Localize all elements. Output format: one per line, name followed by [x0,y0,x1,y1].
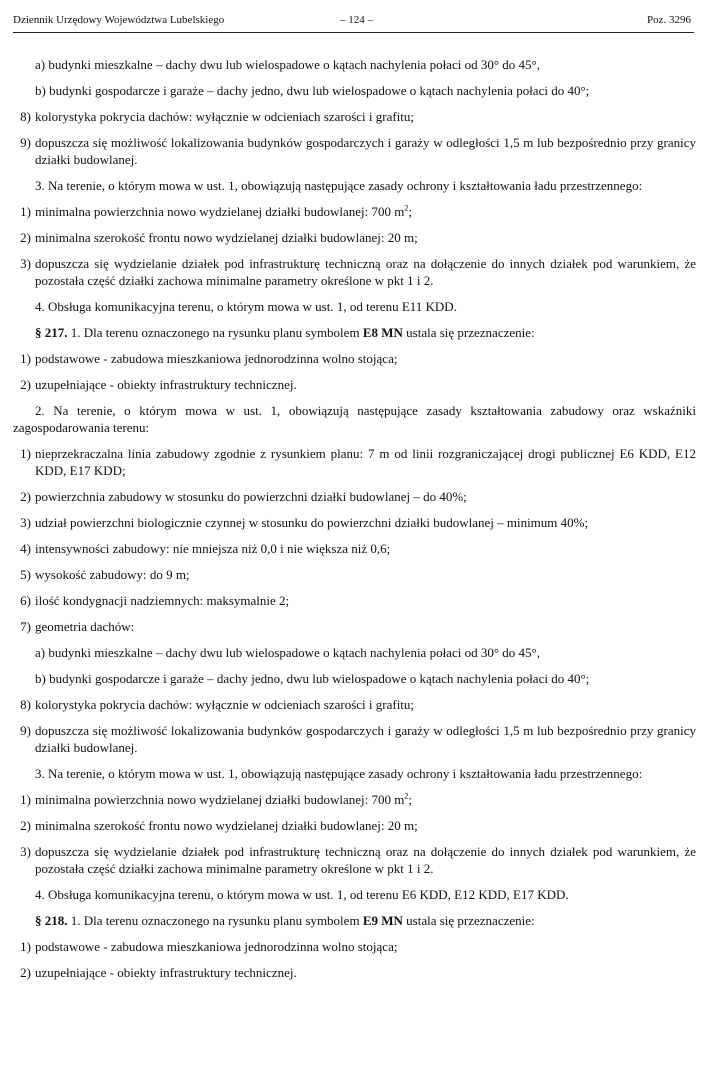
list-item: 1) minimalna powierzchnia nowo wydzielanej działki budowlanej: 700 $m^2$; [20,791,412,807]
document-body [13,56,696,990]
list-item: 2) minimalna szerokość frontu nowo wydzielanej działki budowlanej: 20 m; [20,230,418,245]
page-header [13,14,694,33]
list-item: 8) kolorystyka pokrycia dachów: wyłącznie w odcieniach szarości i grafitu; [20,109,415,124]
paragraph: 3. Na terenie, o którym mowa w ust. 1, obowiązują następujące zasady ochrony i kształtowania ładu przestrzennego: [35,766,643,781]
list-item: 9) dopuszcza się możliwość lokalizowania budynków gospodarczych i garaży w odległości 1,5 m lub bezpośrednio przy granicy działki budowlanej. [20,135,696,167]
roof-outbuilding-item: b) budynki gospodarcze i garaże – dachy jedno, dwu lub wielospadowe o kątach nachylenia połaci do 40°; [35,83,590,98]
list-item: 1) minimalna powierzchnia nowo wydzielanej działki budowlanej: 700 $m^2$; [20,203,412,219]
paragraph: 2. Na terenie, o którym mowa w ust. 1, obowiązują następujące zasady kształtowania zabudowy oraz wskaźniki zagospodarowania terenu: [13,403,696,435]
position-number: Poz. 3296 [647,14,691,26]
list-item: 3) dopuszcza się wydzielanie działek pod infrastrukturę techniczną oraz na dołączenie do innych działek pod warunkiem, że pozostała część działki zachowa minimalne parametry określone w pkt 1 i 2. [20,256,696,288]
section-218-heading: § 218. 1. Dla terenu oznaczonego na rysunku planu symbolem E9 MN ustala się przeznaczenie: [35,913,535,928]
section-217-heading: § 217. 1. Dla terenu oznaczonego na rysunku planu symbolem E8 MN ustala się przeznaczenie: [35,325,535,340]
list-item: 2) powierzchnia zabudowy w stosunku do powierzchni działki budowlanej – do 40%; [20,489,467,504]
roof-residential-item: a) budynki mieszkalne – dachy dwu lub wielospadowe o kątach nachylenia połaci od 30° do 45°, [35,645,540,660]
list-item: 3) dopuszcza się wydzielanie działek pod infrastrukturę techniczną oraz na dołączenie do innych działek pod warunkiem, że pozostała część działki zachowa minimalne parametry określone w pkt 1 i 2. [20,844,696,876]
list-item: 7) geometria dachów: [20,619,135,634]
paragraph: 4. Obsługa komunikacyjna terenu, o którym mowa w ust. 1, od terenu E11 KDD. [35,299,457,314]
roof-residential-item: a) budynki mieszkalne – dachy dwu lub wielospadowe o kątach nachylenia połaci od 30° do 45°, [35,57,540,72]
list-item: 1) nieprzekraczalna linia zabudowy zgodnie z rysunkiem planu: 7 m od linii rozgraniczającej drogi publicznej E6 KDD, E12 KDD, E17 KDD; [20,446,696,478]
list-item: 4) intensywności zabudowy: nie mniejsza niż 0,0 i nie większa niż 0,6; [20,541,391,556]
journal-title: Dziennik Urzędowy Województwa Lubelskiego [13,14,225,26]
list-item: 6) ilość kondygnacji nadziemnych: maksymalnie 2; [20,593,290,608]
list-item: 2) uzupełniające - obiekty infrastruktury technicznej. [20,965,297,980]
list-item: 5) wysokość zabudowy: do 9 m; [20,567,190,582]
page-number: – 124 – [340,14,373,26]
paragraph: 3. Na terenie, o którym mowa w ust. 1, obowiązują następujące zasady ochrony i kształtowania ładu przestrzennego: [35,178,643,193]
list-item: 2) uzupełniające - obiekty infrastruktury technicznej. [20,377,297,392]
list-item: 9) dopuszcza się możliwość lokalizowania budynków gospodarczych i garaży w odległości 1,5 m lub bezpośrednio przy granicy działki budowlanej. [20,723,696,755]
list-item: 3) udział powierzchni biologicznie czynnej w stosunku do powierzchni działki budowlanej – minimum 40%; [20,515,589,530]
list-item: 2) minimalna szerokość frontu nowo wydzielanej działki budowlanej: 20 m; [20,818,418,833]
list-item: 1) podstawowe - zabudowa mieszkaniowa jednorodzinna wolno stojąca; [20,351,398,366]
list-item: 1) podstawowe - zabudowa mieszkaniowa jednorodzinna wolno stojąca; [20,939,398,954]
roof-outbuilding-item: b) budynki gospodarcze i garaże – dachy jedno, dwu lub wielospadowe o kątach nachylenia połaci do 40°; [35,671,590,686]
paragraph: 4. Obsługa komunikacyjna terenu, o którym mowa w ust. 1, od terenu E6 KDD, E12 KDD, E17 KDD. [35,887,569,902]
list-item: 8) kolorystyka pokrycia dachów: wyłącznie w odcieniach szarości i grafitu; [20,697,415,712]
